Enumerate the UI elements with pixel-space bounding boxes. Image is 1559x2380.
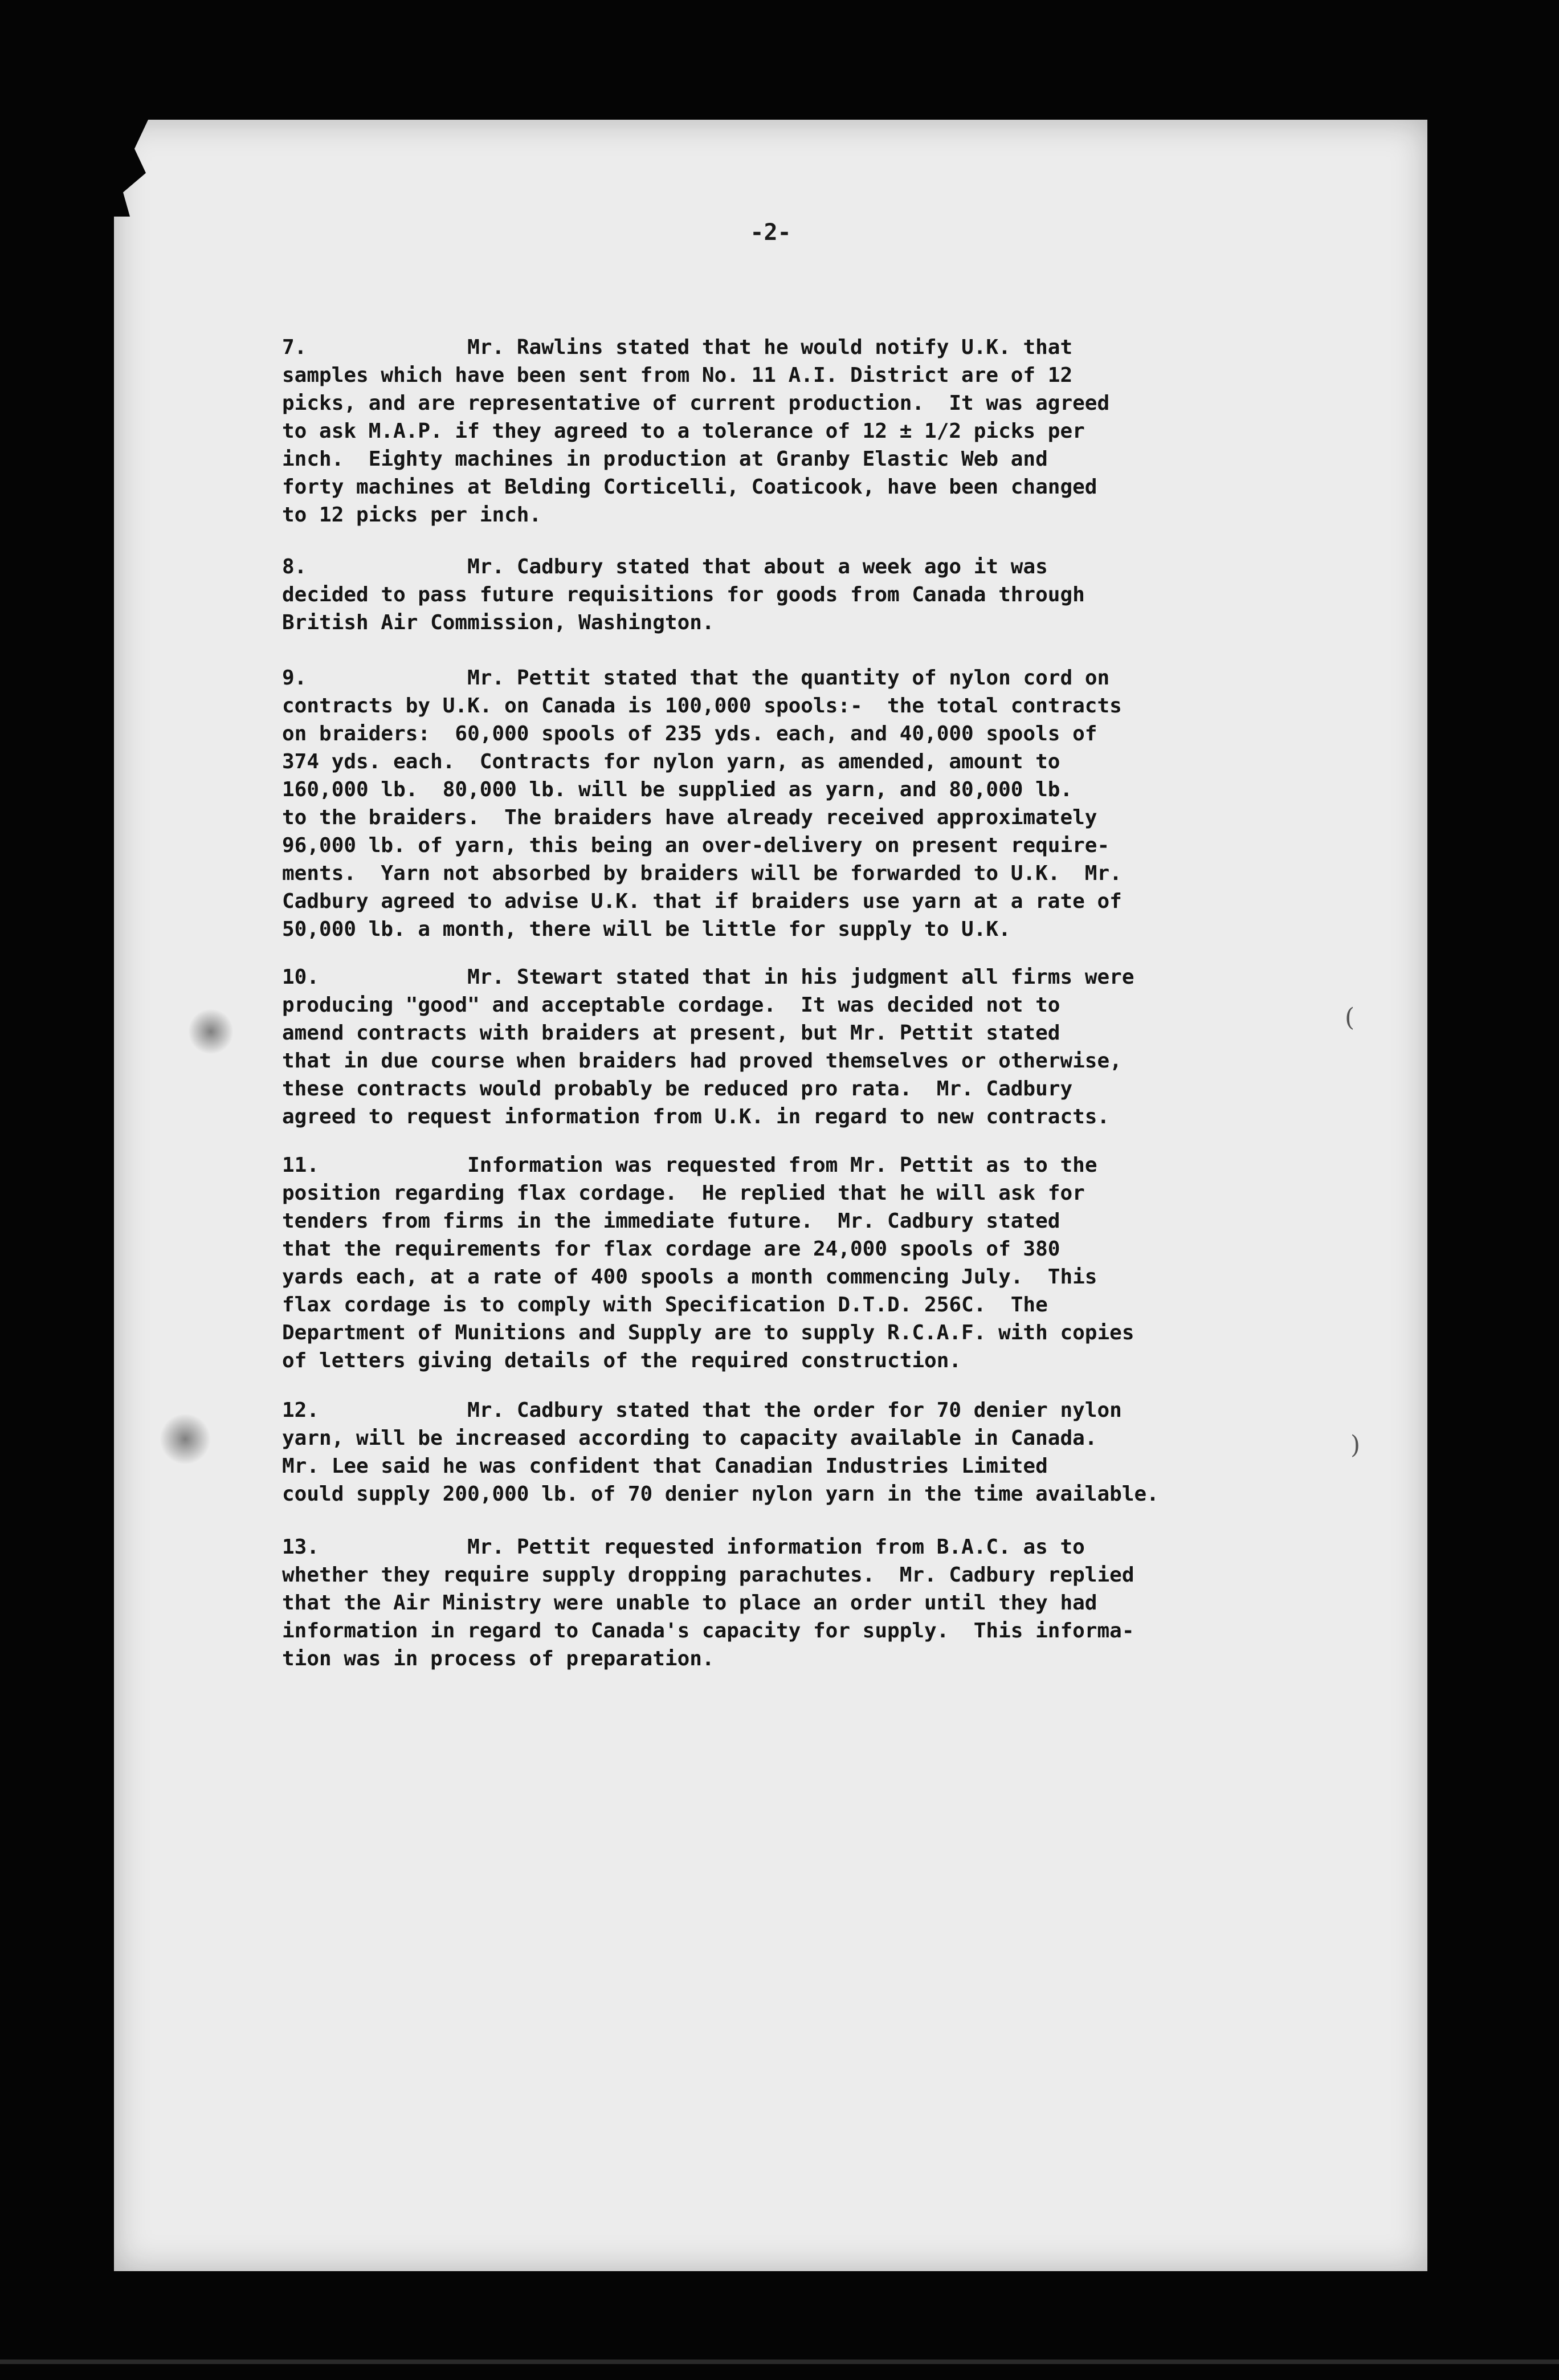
- paragraph-line: position regarding flax cordage. He replied that he will ask for: [282, 1181, 1085, 1205]
- paragraph-line: producing "good" and acceptable cordage. It was decided not to: [282, 993, 1060, 1017]
- scan-edge-line: [0, 2359, 1559, 2364]
- paragraph-line: yarn, will be increased according to capacity available in Canada.: [282, 1427, 1097, 1450]
- paragraph-10: [282, 963, 1365, 1131]
- paragraph-line: to the braiders. The braiders have already received approximately: [282, 806, 1097, 829]
- paragraph-line: Mr. Rawlins stated that he would notify U.K. that: [467, 336, 1073, 359]
- paragraph-line: Mr. Cadbury stated that about a week ago it was: [467, 555, 1048, 578]
- paragraph-line: agreed to request information from U.K. in regard to new contracts.: [282, 1105, 1110, 1128]
- paragraph-line: 50,000 lb. a month, there will be little for supply to U.K.: [282, 918, 1011, 941]
- margin-mark: (: [1345, 1003, 1355, 1032]
- paragraph-number: 8.: [282, 555, 307, 578]
- paragraph-number: 12.: [282, 1399, 320, 1422]
- paragraph-line: information in regard to Canada's capacity for supply. This informa-: [282, 1619, 1134, 1643]
- paragraph-line: decided to pass future requisitions for goods from Canada through: [282, 583, 1085, 606]
- paragraph-line: Mr. Lee said he was confident that Canadian Industries Limited: [282, 1454, 1048, 1478]
- paragraph-13: [282, 1533, 1365, 1673]
- paragraph-line: on braiders: 60,000 spools of 235 yds. each, and 40,000 spools of: [282, 722, 1097, 745]
- paragraph-line: yards each, at a rate of 400 spools a month commencing July. This: [282, 1265, 1097, 1289]
- paragraph-11: [282, 1151, 1365, 1375]
- paragraph-line: to ask M.A.P. if they agreed to a tolerance of 12 ± 1/2 picks per: [282, 419, 1085, 443]
- paragraph-line: of letters giving details of the required construction.: [282, 1349, 962, 1372]
- paragraph-line: to 12 picks per inch.: [282, 503, 542, 527]
- margin-mark: ): [1350, 1431, 1361, 1460]
- ink-smudge: [160, 1413, 211, 1465]
- paragraph-9: [282, 664, 1365, 943]
- paragraph-line: 96,000 lb. of yarn, this being an over-delivery on present require-: [282, 834, 1110, 857]
- paragraph-7: [282, 333, 1365, 529]
- paragraph-line: whether they require supply dropping parachutes. Mr. Cadbury replied: [282, 1563, 1134, 1587]
- paragraph-line: Mr. Pettit stated that the quantity of nylon cord on: [467, 666, 1110, 690]
- paragraph-line: picks, and are representative of current production. It was agreed: [282, 392, 1110, 415]
- paragraph-line: Cadbury agreed to advise U.K. that if braiders use yarn at a rate of: [282, 890, 1122, 913]
- paragraph-line: 374 yds. each. Contracts for nylon yarn, as amended, amount to: [282, 750, 1060, 773]
- paragraph-number: 7.: [282, 336, 307, 359]
- paragraph-line: that the Air Ministry were unable to place an order until they had: [282, 1591, 1097, 1615]
- paragraph-line: these contracts would probably be reduced pro rata. Mr. Cadbury: [282, 1077, 1073, 1101]
- paragraph-12: [282, 1396, 1365, 1508]
- paragraph-line: flax cordage is to comply with Specification D.T.D. 256C. The: [282, 1293, 1048, 1317]
- paragraph-line: inch. Eighty machines in production at Granby Elastic Web and: [282, 447, 1048, 471]
- paragraph-line: Department of Munitions and Supply are to supply R.C.A.F. with copies: [282, 1321, 1134, 1344]
- ink-smudge: [188, 1009, 234, 1054]
- paragraph-line: samples which have been sent from No. 11 A.I. District are of 12: [282, 364, 1073, 387]
- paragraph-line: Mr. Stewart stated that in his judgment all firms were: [467, 965, 1134, 989]
- paragraph-line: tion was in process of preparation.: [282, 1647, 715, 1670]
- paragraph-8: [282, 553, 1365, 637]
- paragraph-line: Information was requested from Mr. Pettit as to the: [467, 1154, 1097, 1177]
- document-page: [114, 120, 1427, 2271]
- paragraph-line: British Air Commission, Washington.: [282, 611, 715, 634]
- paragraph-line: 160,000 lb. 80,000 lb. will be supplied as yarn, and 80,000 lb.: [282, 778, 1073, 801]
- paragraph-number: 13.: [282, 1535, 320, 1559]
- paragraph-number: 10.: [282, 965, 320, 989]
- paragraph-line: could supply 200,000 lb. of 70 denier nylon yarn in the time available.: [282, 1482, 1159, 1506]
- paragraph-line: contracts by U.K. on Canada is 100,000 spools:- the total contracts: [282, 694, 1122, 718]
- paragraph-line: ments. Yarn not absorbed by braiders will be forwarded to U.K. Mr.: [282, 862, 1122, 885]
- paragraph-line: Mr. Cadbury stated that the order for 70 denier nylon: [467, 1399, 1122, 1422]
- paragraph-line: that the requirements for flax cordage are 24,000 spools of 380: [282, 1237, 1060, 1261]
- paragraph-line: forty machines at Belding Corticelli, Coaticook, have been changed: [282, 475, 1097, 499]
- paragraph-line: Mr. Pettit requested information from B.A.C. as to: [467, 1535, 1085, 1559]
- paragraph-line: tenders from firms in the immediate future. Mr. Cadbury stated: [282, 1209, 1060, 1233]
- paragraph-number: 11.: [282, 1154, 320, 1177]
- page-number: -2-: [750, 219, 791, 246]
- paragraph-line: amend contracts with braiders at present, but Mr. Pettit stated: [282, 1021, 1060, 1045]
- paragraph-number: 9.: [282, 666, 307, 690]
- paragraph-line: that in due course when braiders had proved themselves or otherwise,: [282, 1049, 1122, 1073]
